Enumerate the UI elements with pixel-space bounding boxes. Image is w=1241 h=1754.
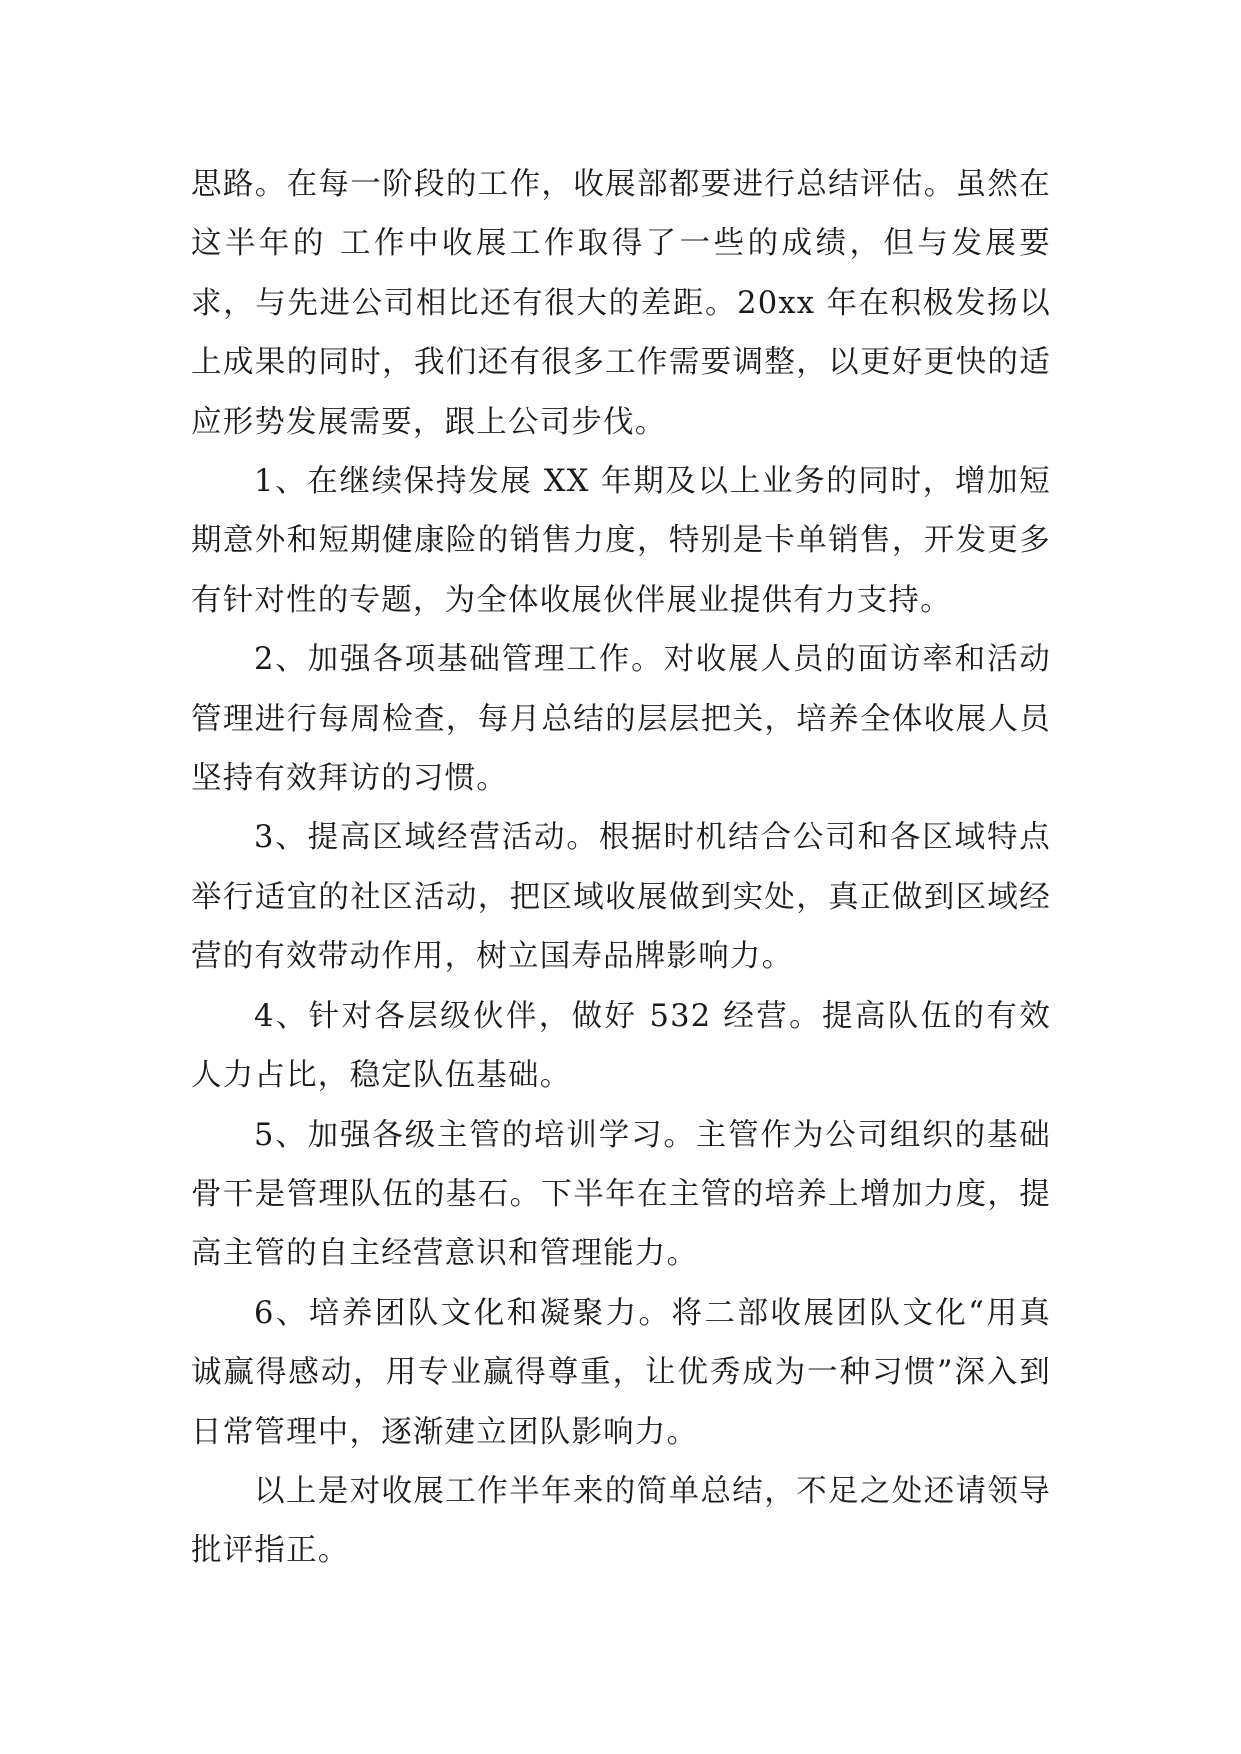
paragraph-item-5: 5、加强各级主管的培训学习。主管作为公司组织的基础骨干是管理队伍的基石。下半年在主管的培养上增加力度，提高主管的自主经营意识和管理能力。 (191, 1117, 1051, 1272)
paragraph-conclusion: 以上是对收展工作半年来的简单总结，不足之处还请领导批评指正。 (191, 1473, 1051, 1569)
paragraph-item-6: 6、培养团队文化和凝聚力。将二部收展团队文化“用真诚赢得感动，用专业赢得尊重，让优秀成为一种习惯”深入到日常管理中，逐渐建立团队影响力。 (191, 1295, 1051, 1450)
paragraph-item-4: 4、针对各层级伙伴，做好 532 经营。提高队伍的有效人力占比，稳定队伍基础。 (191, 998, 1051, 1094)
paragraph-item-1: 1、在继续保持发展 XX 年期及以上业务的同时，增加短期意外和短期健康险的销售力度，特别是卡单销售，开发更多有针对性的专题，为全体收展伙伴展业提供有力支持。 (191, 464, 1051, 618)
paragraph-item-2: 2、加强各项基础管理工作。对收展人员的面访率和活动管理进行每周检查，每月总结的层层把关，培养全体收展人员坚持有效拜访的习惯。 (191, 642, 1051, 797)
paragraph-item-3: 3、提高区域经营活动。根据时机结合公司和各区域特点举行适宜的社区活动，把区域收展做到实处，真正做到区域经营的有效带动作用，树立国寿品牌影响力。 (191, 820, 1051, 975)
document-body (191, 155, 1051, 1581)
paragraph-continuation: 思路。在每一阶段的工作，收展部都要进行总结评估。虽然在这半年的 工作中收展工作取得了一些的成绩，但与发展要求，与先进公司相比还有很大的差距。20xx 年在积极发扬以上成果的同时，我们还有很多工作需要调整，以更好更快的适应形势发展需要，跟上公司步伐。 (191, 167, 1051, 440)
